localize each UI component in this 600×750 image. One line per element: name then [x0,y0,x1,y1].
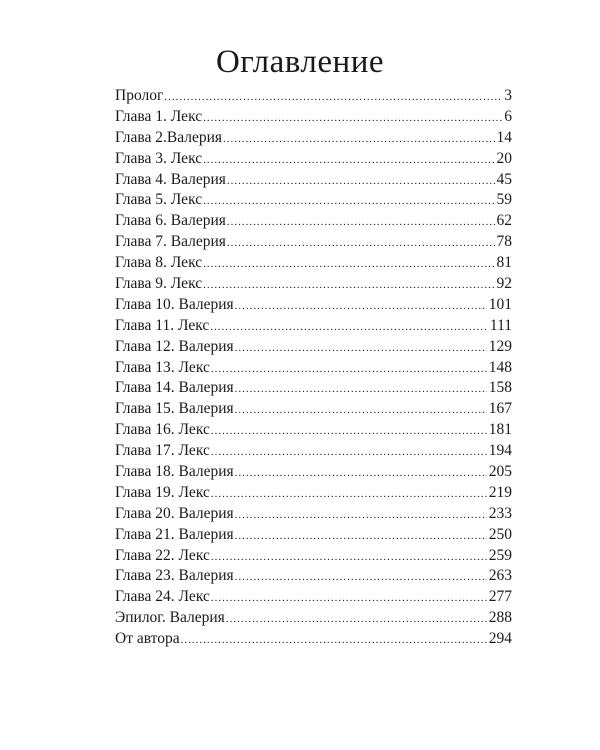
toc-entry[interactable] [115,420,512,441]
toc-entry-label: Глава 12. Валерия [115,337,234,355]
toc-dot-leader [235,379,487,400]
toc-entry-label: Глава 10. Валерия [115,295,234,313]
toc-entry-page-number: 20 [496,149,512,167]
toc-entry-page-number: 62 [496,212,512,230]
toc-entry[interactable] [115,232,512,253]
toc-dot-leader [235,505,487,526]
toc-entry-label: Глава 13. Лекс [115,358,210,376]
toc-dot-leader [227,171,495,192]
toc-entry-page-number: 92 [496,275,512,293]
toc-entry[interactable] [115,566,512,587]
toc-entry-label: Глава 6. Валерия [115,212,226,230]
toc-entry-label: Глава 19. Лекс [115,483,210,501]
toc-dot-leader [235,567,487,588]
toc-entry-page-number: 101 [488,295,512,313]
toc-entry-page-number: 59 [496,191,512,209]
toc-entry[interactable] [115,441,512,462]
toc-dot-leader [235,526,487,547]
toc-entry-label: Глава 18. Валерия [115,463,234,481]
toc-dot-leader [223,129,494,150]
toc-dot-leader [235,338,487,359]
toc-entry-label: Глава 8. Лекс [115,254,203,272]
toc-dot-leader [227,233,495,254]
toc-entry-label: Эпилог. Валерия [115,609,225,627]
toc-entry-label: Глава 3. Лекс [115,149,203,167]
toc-dot-leader [235,296,487,317]
toc-entry-label: Глава 14. Валерия [115,379,234,397]
toc-entry-label: Глава 20. Валерия [115,504,234,522]
toc-entry-label: Глава 1. Лекс [115,107,203,125]
toc-entry-page-number: 277 [488,588,512,606]
toc-entry-page-number: 14 [496,128,512,146]
toc-entry-page-number: 158 [488,379,512,397]
toc-dot-leader [211,442,487,463]
toc-entry[interactable] [115,86,512,107]
toc-dot-leader [226,609,487,630]
toc-entry[interactable] [115,107,512,128]
toc-entry[interactable] [115,211,512,232]
toc-entry-page-number: 194 [488,442,512,460]
toc-entry[interactable] [115,170,512,191]
toc-dot-leader [203,150,494,171]
toc-entry-page-number: 181 [488,421,512,439]
toc-dot-leader [211,421,487,442]
toc-dot-leader [203,254,494,275]
toc-dot-leader [203,191,494,212]
toc-entry-page-number: 233 [488,504,512,522]
toc-dot-leader [181,630,487,651]
toc-dot-leader [211,359,487,380]
toc-entry-label: Глава 9. Лекс [115,275,203,293]
toc-entry-page-number: 205 [488,463,512,481]
toc-entry-page-number: 294 [488,630,512,648]
toc-entry[interactable] [115,337,512,358]
toc-entry-page-number: 219 [488,483,512,501]
toc-entry[interactable] [115,483,512,504]
toc-dot-leader [227,212,495,233]
toc-entry-label: Глава 4. Валерия [115,170,226,188]
toc-dot-leader [235,463,487,484]
toc-entry-label: Глава 16. Лекс [115,421,210,439]
toc-dot-leader [211,484,487,505]
toc-entry[interactable] [115,546,512,567]
toc-entry[interactable] [115,128,512,149]
toc-dot-leader [203,108,502,129]
toc-entry[interactable] [115,358,512,379]
toc-entry[interactable] [115,525,512,546]
toc-entry[interactable] [115,587,512,608]
toc-dot-leader [211,547,487,568]
toc-entry[interactable] [115,316,512,337]
toc-entry-label: Глава 15. Валерия [115,400,234,418]
toc-entry[interactable] [115,378,512,399]
toc-entry-page-number: 111 [489,316,512,334]
toc-entry[interactable] [115,504,512,525]
toc-entry-page-number: 3 [504,87,512,104]
toc-entry-label: Глава 11. Лекс [115,316,210,334]
toc-entry-label: Глава 21. Валерия [115,525,234,543]
toc-dot-leader [164,87,502,108]
toc-entry-page-number: 288 [488,609,512,627]
toc-entry-page-number: 6 [504,107,512,125]
table-of-contents [115,86,512,650]
toc-entry[interactable] [115,399,512,420]
toc-entry-label: Пролог [115,87,164,104]
toc-entry-label: Глава 17. Лекс [115,442,210,460]
toc-entry-label: От автора [115,630,180,648]
toc-entry[interactable] [115,295,512,316]
toc-entry-page-number: 148 [488,358,512,376]
toc-entry-page-number: 78 [496,233,512,251]
toc-entry-label: Глава 23. Валерия [115,567,234,585]
toc-dot-leader [211,588,487,609]
toc-entry-label: Глава 22. Лекс [115,546,210,564]
toc-entry[interactable] [115,629,512,650]
toc-entry[interactable] [115,274,512,295]
toc-entry-page-number: 81 [496,254,512,272]
toc-entry-label: Глава 24. Лекс [115,588,210,606]
toc-entry[interactable] [115,462,512,483]
toc-entry-page-number: 259 [488,546,512,564]
toc-entry[interactable] [115,608,512,629]
toc-entry-page-number: 129 [488,337,512,355]
toc-entry-label: Глава 5. Лекс [115,191,203,209]
toc-entry-label: Глава 2.Валерия [115,128,223,146]
toc-entry-page-number: 167 [488,400,512,418]
toc-entry-page-number: 263 [488,567,512,585]
toc-dot-leader [203,275,494,296]
toc-entry[interactable] [115,190,512,211]
toc-entry[interactable] [115,149,512,170]
toc-dot-leader [235,400,487,421]
toc-dot-leader [210,317,488,338]
toc-entry[interactable] [115,253,512,274]
toc-entry-label: Глава 7. Валерия [115,233,226,251]
page-title: Оглавление [215,44,385,80]
toc-entry-page-number: 45 [496,170,512,188]
toc-entry-page-number: 250 [488,525,512,543]
